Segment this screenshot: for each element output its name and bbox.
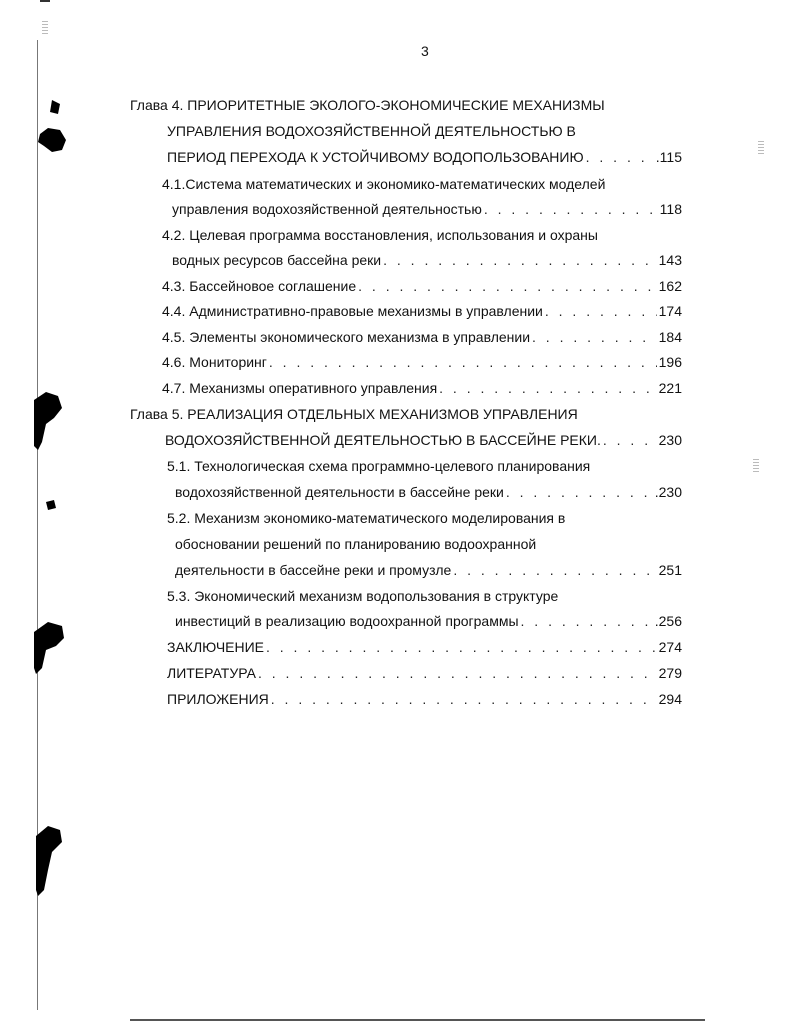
toc-section-4-2-line1: 4.2. Целевая программа восстановления, использования и охраны bbox=[162, 227, 598, 243]
toc-entry-appendix bbox=[167, 690, 682, 708]
toc-chapter5-title-line1: Глава 5. РЕАЛИЗАЦИЯ ОТДЕЛЬНЫХ МЕХАНИЗМОВ УПРАВЛЕНИЯ bbox=[130, 406, 578, 422]
scan-artifact-bottom bbox=[130, 1019, 705, 1021]
toc-section-4-3-title: 4.3. Бассейновое соглашение bbox=[162, 278, 357, 294]
toc-entry-chapter4 bbox=[167, 148, 682, 166]
toc-page-number: 274 bbox=[658, 639, 682, 655]
toc-page-number: 230 bbox=[658, 432, 682, 448]
toc-section-4-2-line2: водных ресурсов бассейна реки bbox=[172, 252, 382, 268]
dot-leader bbox=[545, 302, 657, 320]
toc-entry-4-1 bbox=[172, 200, 682, 218]
dot-leader bbox=[532, 328, 657, 346]
dot-leader bbox=[453, 561, 656, 579]
toc-section-5-2-line3: деятельности в бассейне реки и промузле bbox=[175, 562, 452, 578]
toc-section-4-7-title: 4.7. Механизмы оперативного управления bbox=[162, 380, 438, 396]
binding-hole-marks bbox=[0, 0, 120, 1026]
toc-entry-5-3 bbox=[175, 612, 682, 630]
toc-section-5-2-line1: 5.2. Механизм экономико-математического моделирования в bbox=[167, 510, 566, 526]
dot-leader bbox=[271, 690, 657, 708]
toc-page-number: 221 bbox=[658, 380, 682, 396]
toc-entry-5-1 bbox=[175, 483, 682, 501]
toc-chapter4-title-line1: Глава 4. ПРИОРИТЕТНЫЕ ЭКОЛОГО-ЭКОНОМИЧЕСКИЕ МЕХАНИЗМЫ bbox=[130, 97, 605, 113]
page-number: 3 bbox=[421, 43, 429, 59]
toc-entry-4-2 bbox=[172, 251, 682, 269]
dot-leader bbox=[269, 353, 657, 371]
toc-entry-4-5 bbox=[162, 328, 682, 346]
toc-page-number: 143 bbox=[658, 252, 682, 268]
dot-leader bbox=[358, 277, 657, 295]
dot-leader bbox=[521, 612, 653, 630]
toc-page-number: .230 bbox=[654, 484, 682, 500]
toc-entry-4-7 bbox=[162, 379, 682, 397]
toc-page-number: 251 bbox=[658, 562, 682, 578]
toc-section-5-3-line2: инвестиций в реализацию водоохранной программы bbox=[175, 613, 519, 629]
toc-literature-title: ЛИТЕРАТУРА bbox=[167, 665, 256, 681]
dot-leader bbox=[383, 251, 657, 269]
toc-chapter5-title-line2: ВОДОХОЗЯЙСТВЕННОЙ ДЕЯТЕЛЬНОСТЬЮ В БАССЕЙНЕ РЕКИ. bbox=[165, 432, 601, 448]
toc-section-5-2-line2: обосновании решений по планированию водоохранной bbox=[175, 536, 537, 552]
dot-leader bbox=[439, 379, 656, 397]
toc-entry-chapter5 bbox=[165, 431, 682, 449]
toc-page-number: 279 bbox=[658, 665, 682, 681]
toc-section-4-4-title: 4.4. Административно-правовые механизмы в управлении bbox=[162, 303, 543, 319]
toc-page-number: 196 bbox=[658, 354, 682, 370]
toc-page-number: 294 bbox=[658, 691, 682, 707]
toc-section-5-3-line1: 5.3. Экономический механизм водопользования в структуре bbox=[167, 588, 559, 604]
toc-page-number: 184 bbox=[658, 329, 682, 345]
toc-chapter4-title-line2: УПРАВЛЕНИЯ ВОДОХОЗЯЙСТВЕННОЙ ДЕЯТЕЛЬНОСТЬЮ В bbox=[167, 123, 576, 139]
toc-entry-5-2 bbox=[175, 561, 682, 579]
dot-leader bbox=[258, 664, 657, 682]
toc-conclusion-title: ЗАКЛЮЧЕНИЕ bbox=[167, 639, 264, 655]
scan-speck bbox=[753, 458, 759, 472]
dot-leader bbox=[484, 200, 658, 218]
toc-entry-conclusion bbox=[167, 638, 682, 656]
toc-chapter4-title-line3: ПЕРИОД ПЕРЕХОДА К УСТОЙЧИВОМУ ВОДОПОЛЬЗОВАНИЮ bbox=[167, 149, 584, 165]
dot-leader bbox=[603, 431, 657, 449]
toc-section-4-6-title: 4.6. Мониторинг bbox=[162, 354, 267, 370]
toc-section-5-1-line1: 5.1. Технологическая схема программно-целевого планирования bbox=[167, 458, 591, 474]
toc-section-4-1-line1: 4.1.Система математических и экономико-математических моделей bbox=[162, 176, 606, 192]
dot-leader bbox=[586, 148, 654, 166]
toc-section-4-1-line2: управления водохозяйственной деятельностью bbox=[172, 201, 482, 217]
toc-section-4-5-title: 4.5. Элементы экономического механизма в управлении bbox=[162, 329, 531, 345]
dot-leader bbox=[506, 483, 653, 501]
toc-entry-literature bbox=[167, 664, 682, 682]
scan-speck bbox=[758, 140, 764, 154]
toc-page-number: 174 bbox=[658, 303, 682, 319]
toc-entry-4-4 bbox=[162, 302, 682, 320]
toc-entry-4-6 bbox=[162, 353, 682, 371]
toc-page-number: .115 bbox=[655, 149, 682, 165]
toc-page-number: 118 bbox=[659, 201, 682, 217]
dot-leader bbox=[266, 638, 657, 656]
toc-page-number: .256 bbox=[654, 613, 682, 629]
toc-page-number: 162 bbox=[658, 278, 682, 294]
toc-appendix-title: ПРИЛОЖЕНИЯ bbox=[167, 691, 269, 707]
toc-entry-4-3 bbox=[162, 277, 682, 295]
toc-section-5-1-line2: водохозяйственной деятельности в бассейне реки bbox=[175, 484, 504, 500]
